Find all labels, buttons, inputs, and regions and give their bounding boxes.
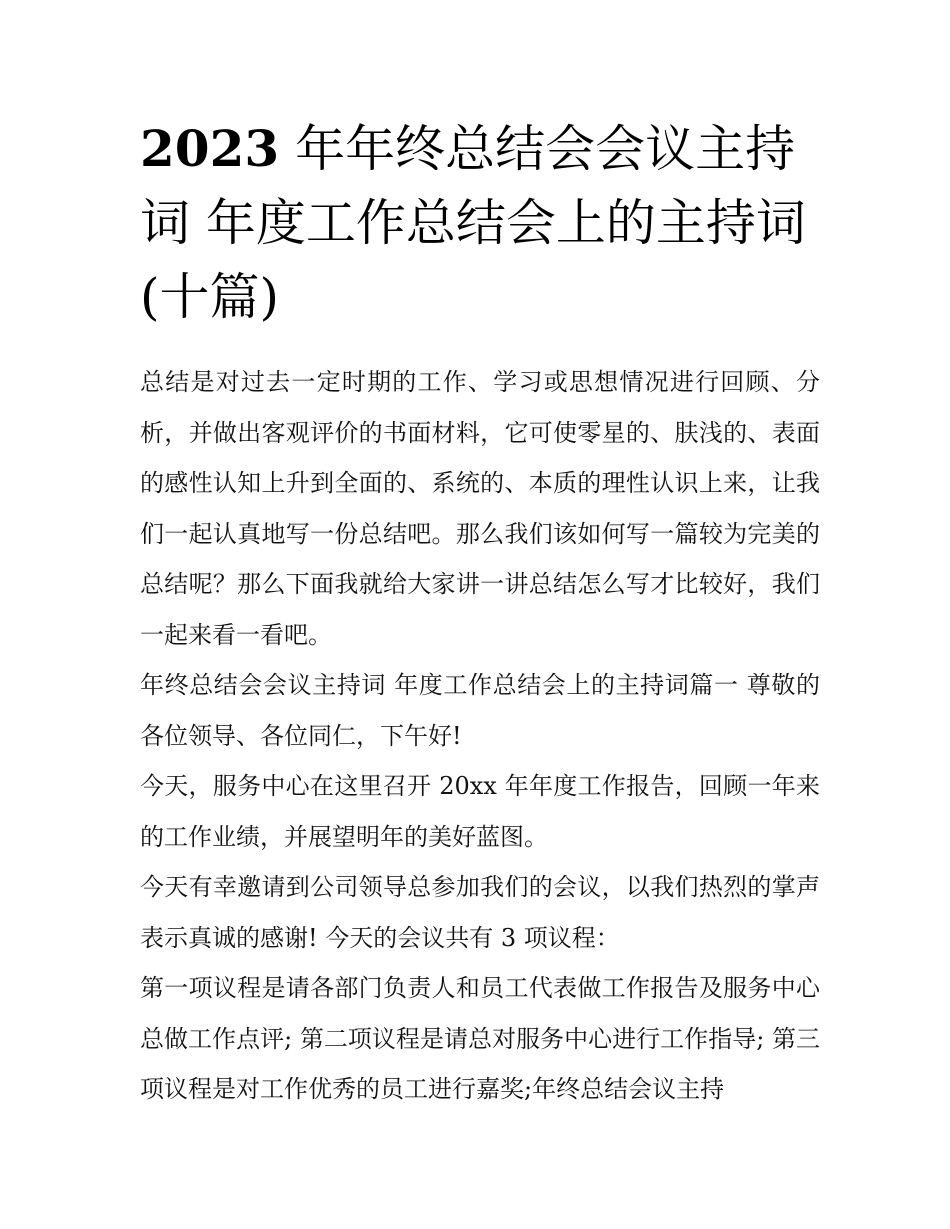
paragraph-agenda: 第一项议程是请各部门负责人和员工代表做工作报告及服务中心总做工作点评; 第二项议程是请总对服务中心进行工作指导; 第三项议程是对工作优秀的员工进行嘉奖;年终总结会议主持 [140, 974, 820, 1103]
paragraph-opening: 今天，服务中心在这里召开 20xx 年年度工作报告，回顾一年来的工作业绩，并展望明年的美好蓝图。 [140, 772, 820, 851]
title-year: 2023 [140, 119, 280, 178]
paragraph-greeting: 年终总结会会议主持词 年度工作总结会上的主持词篇一 尊敬的各位领导、各位同仁，下午好! [140, 671, 820, 750]
document-title [140, 112, 820, 334]
paragraph-thanks: 今天有幸邀请到公司领导总参加我们的会议，以我们热烈的掌声表示真诚的感谢! 今天的会议共有 3 项议程： [140, 873, 820, 952]
paragraph-intro: 总结是对过去一定时期的工作、学习或思想情况进行回顾、分析，并做出客观评价的书面材料，它可使零星的、肤浅的、表面的感性认知上升到全面的、系统的、本质的理性认识上来，让我们一起认真地写一份总结吧。那么我们该如何写一篇较为完美的总结呢？那么下面我就给大家讲一讲总结怎么写才比较好，我们一起来看一看吧。 [140, 368, 820, 649]
title-text: 年年终总结会会议主持词 年度工作总结会上的主持词(十篇) [140, 120, 806, 326]
document-body [140, 357, 820, 1115]
